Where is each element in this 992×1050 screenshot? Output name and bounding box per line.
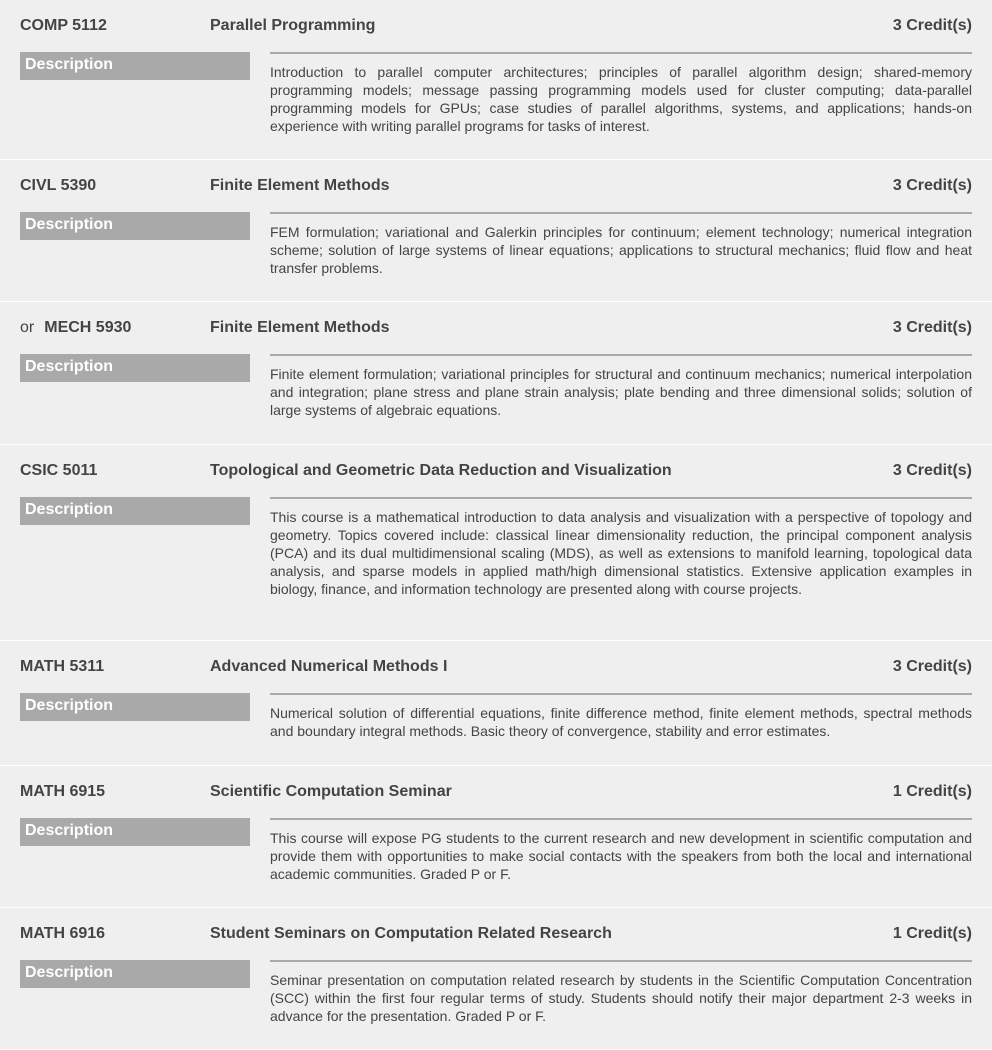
description-label: Description	[20, 354, 250, 382]
course-code	[20, 319, 210, 337]
course-description: Seminar presentation on computation related research by students in the Scientific Computation Concentration (SCC) within the first four regular terms of study. Students should notify their major department 2-3 weeks in advance for the presentation. Graded P or F.	[270, 960, 972, 1025]
description-label: Description	[20, 52, 250, 80]
course-item	[0, 0, 992, 160]
course-item	[0, 641, 992, 766]
course-item	[0, 908, 992, 1050]
course-credits: 3 Credit(s)	[892, 17, 972, 34]
course-credits: 3 Credit(s)	[892, 319, 972, 336]
description-label: Description	[20, 693, 250, 721]
course-code-text: CSIC 5011	[20, 462, 98, 479]
course-code	[20, 783, 210, 801]
course-title: Scientific Computation Seminar	[210, 783, 452, 800]
course-credits: 1 Credit(s)	[892, 783, 972, 800]
description-label: Description	[20, 818, 250, 846]
course-body	[20, 818, 972, 883]
course-code-text: MATH 5311	[20, 658, 105, 675]
course-item	[0, 160, 992, 302]
course-title: Finite Element Methods	[210, 177, 390, 194]
course-body	[20, 52, 972, 135]
course-code	[20, 462, 210, 480]
course-item	[0, 766, 992, 908]
course-item	[0, 445, 992, 641]
course-title: Finite Element Methods	[210, 319, 390, 336]
course-title: Advanced Numerical Methods I	[210, 658, 448, 675]
course-code	[20, 925, 210, 943]
course-description: Numerical solution of differential equations, finite difference method, finite element methods, spectral methods and boundary integral methods. Basic theory of convergence, stability and error estimates.	[270, 693, 972, 740]
course-description: Introduction to parallel computer architectures; principles of parallel algorithm design; shared-memory programming models; message passing programming models used for cluster computing; data-parallel programming models for GPUs; case studies of parallel algorithms, systems, and applications; hands-on experience with writing parallel programs for tasks of interest.	[270, 52, 972, 135]
course-body	[20, 354, 972, 419]
course-code-text: CIVL 5390	[20, 177, 97, 194]
course-title: Student Seminars on Computation Related Research	[210, 925, 612, 942]
course-item	[0, 302, 992, 445]
course-description: This course is a mathematical introduction to data analysis and visualization with a perspective of topology and geometry. Topics covered include: classical linear dimensionality reduction, the principal component analysis (PCA) and its dual multidimensional scaling (MDS), as well as extensions to manifold learning, topological data analysis, and sparse models in applied math/high dimensional statistics. Extensive application examples in biology, finance, and information technology are presented along with course projects.	[270, 497, 972, 598]
description-label: Description	[20, 497, 250, 525]
course-code-text: MATH 6915	[20, 783, 106, 800]
course-description: FEM formulation; variational and Galerkin principles for continuum; element technology; numerical integration scheme; solution of large systems of linear equations; applications to structural mechanics; fluid flow and heat transfer problems.	[270, 212, 972, 277]
alternative-prefix: or	[20, 319, 35, 336]
description-label: Description	[20, 212, 250, 240]
course-credits: 3 Credit(s)	[892, 658, 972, 675]
course-description: This course will expose PG students to the current research and new development in scientific computation and provide them with opportunities to make social contacts with the speakers from both the local and international academic communities. Graded P or F.	[270, 818, 972, 883]
course-header	[20, 908, 972, 960]
course-description: Finite element formulation; variational principles for structural and continuum mechanics; numerical interpolation and integration; plane stress and plane strain analysis; plate bending and three dimensional solids; solution of large systems of algebraic equations.	[270, 354, 972, 419]
course-body	[20, 693, 972, 740]
course-header	[20, 0, 972, 52]
course-header	[20, 766, 972, 818]
course-code-text: MATH 6916	[20, 925, 106, 942]
course-code-text: COMP 5112	[20, 17, 107, 34]
course-code	[20, 658, 210, 676]
course-body	[20, 212, 972, 277]
course-credits: 3 Credit(s)	[892, 177, 972, 194]
course-header	[20, 302, 972, 354]
course-body	[20, 960, 972, 1025]
course-header	[20, 641, 972, 693]
course-header	[20, 160, 972, 212]
course-body	[20, 497, 972, 598]
description-label: Description	[20, 960, 250, 988]
course-title: Parallel Programming	[210, 17, 376, 34]
course-title: Topological and Geometric Data Reduction and Visualization	[210, 462, 672, 479]
course-credits: 1 Credit(s)	[892, 925, 972, 942]
course-code	[20, 177, 210, 195]
course-credits: 3 Credit(s)	[892, 462, 972, 479]
course-header	[20, 445, 972, 497]
course-code	[20, 17, 210, 35]
course-code-text: MECH 5930	[44, 319, 132, 336]
